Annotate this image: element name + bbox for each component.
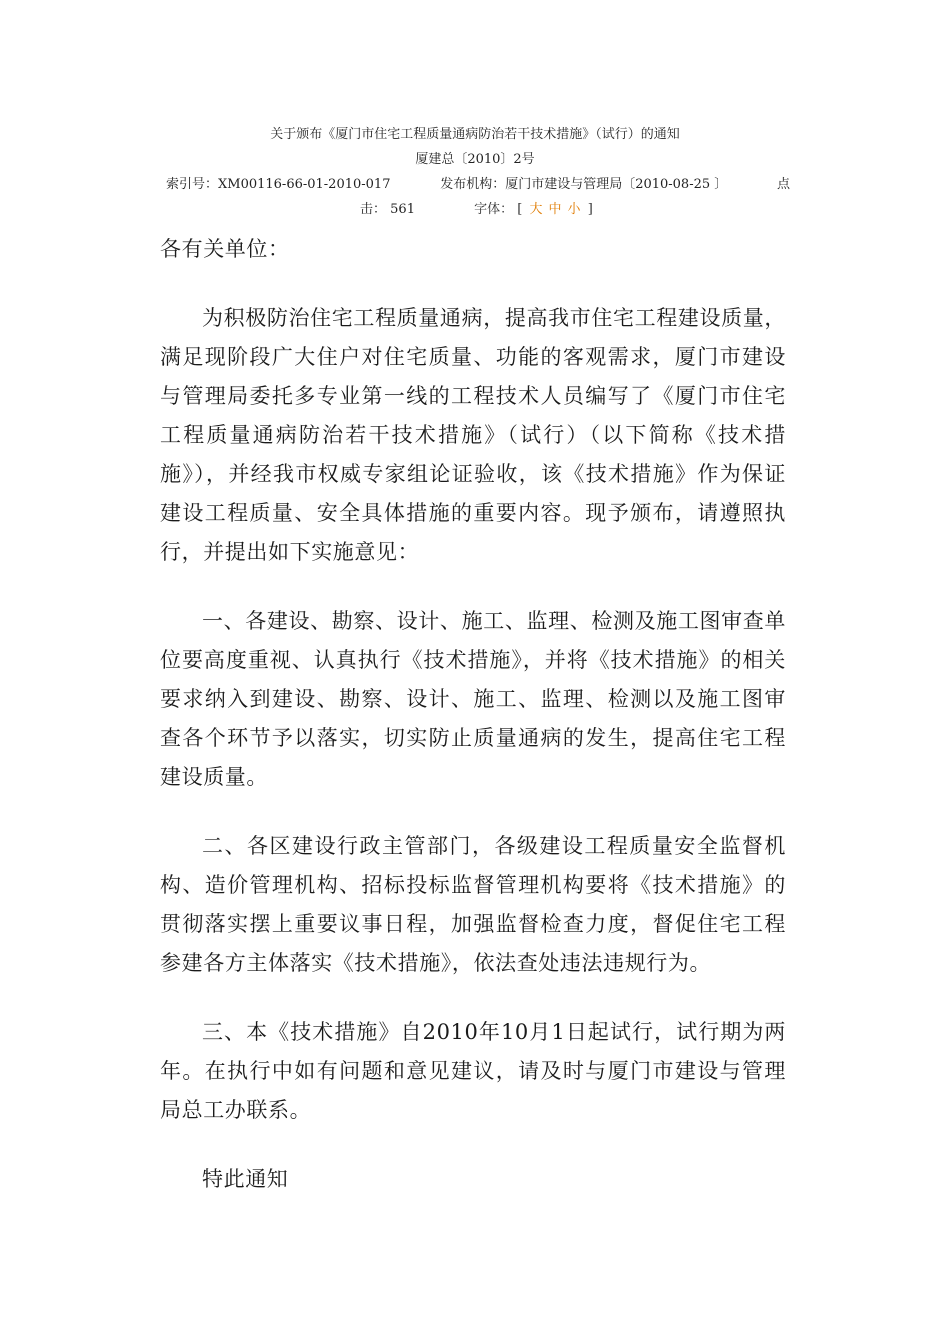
- paragraph-item-1: 一、各建设、勘察、设计、施工、监理、检测及施工图审查单位要高度重视、认真执行《技术措施》，并将《技术措施》的相关要求纳入到建设、勘察、设计、施工、监理、检测以及施工图审查各个环节予以落实，切实防止质量通病的发生，提高住宅工程建设质量。: [160, 609, 786, 789]
- font-size-small-link[interactable]: 小: [567, 202, 581, 217]
- click-count: [360, 197, 470, 222]
- font-size-large-link[interactable]: 大: [529, 202, 543, 217]
- bracket-close: ]: [587, 202, 593, 217]
- index-number: 索引号：XM00116-66-01-2010-017: [166, 177, 391, 192]
- meta-line: [160, 172, 790, 197]
- salutation: 各有关单位：: [160, 237, 290, 261]
- font-size-switcher: [474, 197, 593, 222]
- meta-line-2: [160, 197, 790, 222]
- bracket-open: [: [517, 202, 523, 217]
- publisher: 发布机构：厦门市建设与管理局〔2010-08-25 〕: [440, 177, 728, 192]
- document-header: [160, 122, 790, 222]
- document-number: 厦建总〔2010〕2号: [415, 152, 535, 167]
- font-size-label: 字体：: [474, 202, 514, 217]
- paragraph-item-3: 三、本《技术措施》自2010年10月1日起试行，试行期为两年。在执行中如有问题和意见建议，请及时与厦门市建设与管理局总工办联系。: [160, 1020, 786, 1122]
- clicks-label-part1: 点: [776, 177, 790, 192]
- clicks-label-part2: 击：: [360, 202, 387, 217]
- closing-line: 特此通知: [202, 1167, 289, 1191]
- notice-title: 关于颁布《厦门市住宅工程质量通病防治若干技术措施》（试行）的通知: [270, 127, 680, 142]
- font-size-medium-link[interactable]: 中: [548, 202, 562, 217]
- paragraph-intro: 为积极防治住宅工程质量通病，提高我市住宅工程建设质量，满足现阶段广大住户对住宅质量、功能的客观需求，厦门市建设与管理局委托多专业第一线的工程技术人员编写了《厦门市住宅工程质量通病防治若干技术措施》（试行）（以下简称《技术措施》），并经我市权威专家组论证验收，该《技术措施》作为保证建设工程质量、安全具体措施的重要内容。现予颁布，请遵照执行，并提出如下实施意见：: [160, 306, 786, 564]
- notice-body: [160, 230, 786, 1199]
- paragraph-item-2: 二、各区建设行政主管部门，各级建设工程质量安全监督机构、造价管理机构、招标投标监督管理机构要将《技术措施》的贯彻落实摆上重要议事日程，加强监督检查力度，督促住宅工程参建各方主体落实《技术措施》，依法查处违法违规行为。: [160, 834, 786, 975]
- clicks-value: 561: [390, 202, 415, 217]
